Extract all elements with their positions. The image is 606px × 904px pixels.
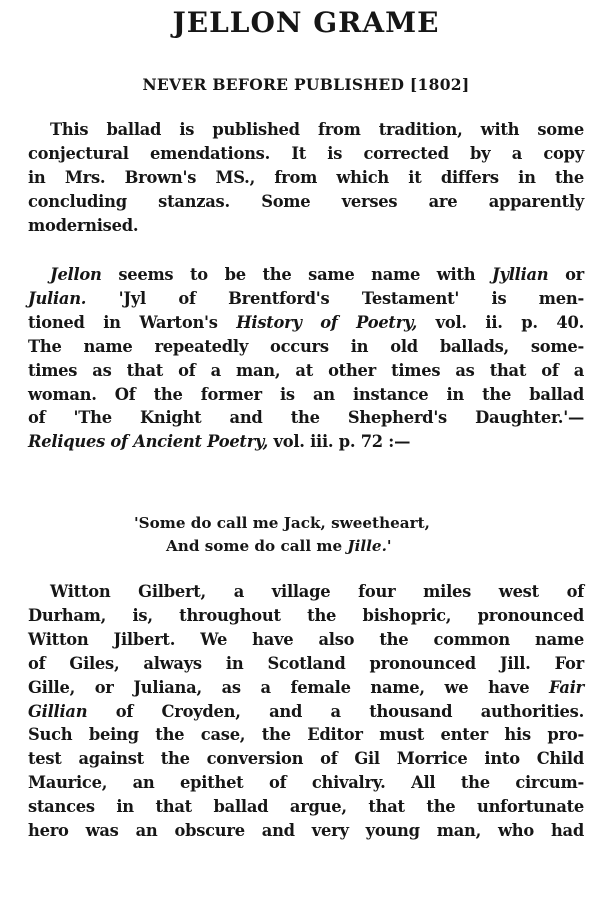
italic-text: History of Poetry, <box>236 312 418 332</box>
text-line: concluding stanzas. Some verses are apparently <box>28 191 584 211</box>
text-line <box>28 311 584 335</box>
text-line: of 'The Knight and the Shepherd's Daughter.'— <box>28 408 584 428</box>
text-line: This ballad is published from tradition, with some <box>50 120 584 139</box>
verse-line <box>28 535 584 558</box>
text-line: Witton Gilbert, a village four miles west of <box>50 582 584 601</box>
page-title: JELLON GRAME <box>172 6 440 39</box>
text-line <box>28 676 584 700</box>
text-line: woman. Of the former is an instance in the ballad <box>28 384 584 404</box>
text-run: ' <box>386 536 392 555</box>
italic-text: Fair <box>549 677 584 697</box>
text-line <box>28 263 584 287</box>
text-line: modernised. <box>28 215 139 235</box>
italic-text: Jille. <box>347 536 387 555</box>
text-line: conjectural emendations. It is corrected by a copy <box>28 143 584 163</box>
text-line: hero was an obscure and very young man, who had <box>28 821 584 841</box>
text-line: Witton Jilbert. We have also the common name <box>28 629 584 649</box>
text-run: tioned in Warton's <box>28 312 237 332</box>
text-run: Gille, or Juliana, as a female name, we have <box>28 677 550 697</box>
italic-text: Jellon <box>50 265 102 284</box>
italic-text: Reliques of Ancient Poetry, <box>28 432 269 452</box>
text-line <box>28 700 584 724</box>
page-subtitle: NEVER BEFORE PUBLISHED [1802] <box>142 75 470 94</box>
text-run: 'Jyl of Brentford's Testament' is men- <box>86 288 584 308</box>
paragraph-intro <box>28 118 584 238</box>
text-line: Durham, is, throughout the bishopric, pronounced <box>28 605 584 625</box>
paragraph-name-origin <box>28 263 584 454</box>
text-line <box>28 287 584 311</box>
text-line: in Mrs. Brown's MS., from which it differs in the <box>28 167 584 187</box>
paragraph-witton-gilbert <box>28 580 584 843</box>
text-line: Maurice, an epithet of chivalry. All the circum- <box>28 773 584 793</box>
text-run: or <box>548 265 585 284</box>
text-run: And some do call me <box>166 536 348 555</box>
text-run: vol. ii. p. 40. <box>417 312 584 332</box>
text-line: times as that of a man, at other times as that of a <box>28 360 584 380</box>
text-run: seems to be the same name with <box>101 265 493 284</box>
text-line: test against the conversion of Gil Morrice into Child <box>28 749 584 769</box>
quoted-verse <box>28 512 584 557</box>
text-line: Such being the case, the Editor must enter his pro- <box>28 725 584 745</box>
italic-text: Gillian <box>28 701 88 721</box>
text-line: of Giles, always in Scotland pronounced Jill. For <box>28 653 584 673</box>
text-line <box>28 430 584 454</box>
verse-line: 'Some do call me Jack, sweetheart, <box>134 514 430 532</box>
text-line: stances in that ballad argue, that the unfortunate <box>28 797 584 817</box>
italic-text: Jyllian <box>492 265 549 284</box>
italic-text: Julian. <box>28 288 87 308</box>
text-run: of Croyden, and a thousand authorities. <box>87 701 584 721</box>
text-line: The name repeatedly occurs in old ballads, some- <box>28 336 584 356</box>
text-run: vol. iii. p. 72 :— <box>268 432 411 452</box>
